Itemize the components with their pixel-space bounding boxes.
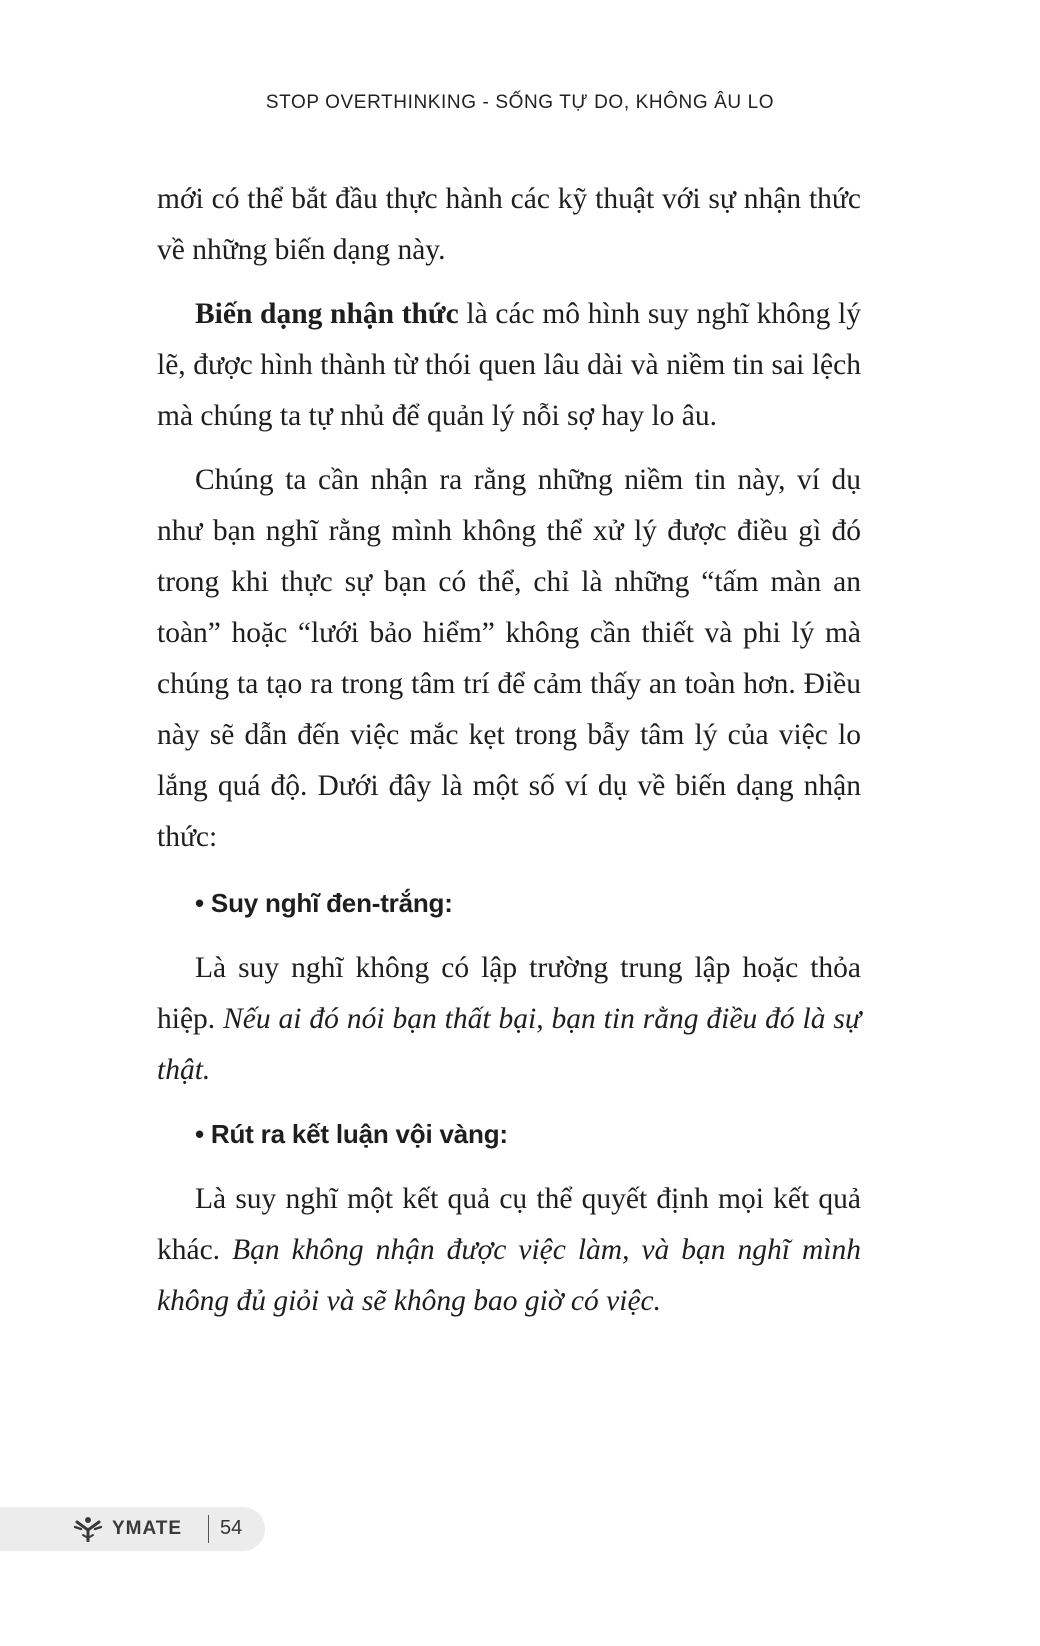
subheading-black-white-thinking: • Suy nghĩ đen-trắng: — [195, 888, 453, 918]
footer-pill — [0, 1507, 265, 1551]
paragraph-explanation: Chúng ta cần nhận ra rằng những niềm tin này, ví dụ như bạn nghĩ rằng mình không thể xử lý được điều gì đó trong khi thực sự bạn có thể, chỉ là những “tấm màn an toàn” hoặc “lưới bảo hiểm” không cần thiết và phi lý mà chúng ta tạo ra trong tâm trí để cảm thấy an toàn hơn. Điều này sẽ dẫn đến việc mắc kẹt trong bẫy tâm lý của việc lo lắng quá độ. Dưới đây là một số ví dụ về biến dạng nhận thức: — [157, 464, 861, 853]
jumping-conclusions-example: Bạn không nhận được việc làm, và bạn nghĩ mình không đủ giỏi và sẽ không bao giờ có việc. — [157, 1234, 861, 1317]
paragraph-black-white — [157, 943, 861, 1096]
page-body — [157, 174, 861, 1340]
paragraph-definition — [157, 289, 861, 442]
term-bold: Biến dạng nhận thức — [195, 298, 459, 330]
brand-name: YMATE — [112, 1518, 183, 1539]
footer-divider — [208, 1515, 209, 1543]
subheading-jumping-to-conclusions: • Rút ra kết luận vội vàng: — [195, 1119, 508, 1149]
running-header: STOP OVERTHINKING - SỐNG TỰ DO, KHÔNG ÂU LO — [265, 92, 775, 113]
jumping-conclusions-description: Là suy nghĩ một kết quả cụ thể quyết định mọi kết quả khác. — [157, 1183, 861, 1266]
black-white-description: Là suy nghĩ không có lập trường trung lập hoặc thỏa hiệp. — [157, 952, 861, 1035]
page-number: 54 — [220, 1517, 243, 1539]
ymate-logo-icon — [74, 1516, 102, 1542]
paragraph-jumping-conclusions — [157, 1174, 861, 1327]
definition-text: là các mô hình suy nghĩ không lý lẽ, được hình thành từ thói quen lâu dài và niềm tin sai lệch mà chúng ta tự nhủ để quản lý nỗi sợ hay lo âu. — [157, 298, 861, 432]
black-white-example: Nếu ai đó nói bạn thất bại, bạn tin rằng điều đó là sự thật. — [157, 1003, 861, 1086]
paragraph-continuation: mới có thể bắt đầu thực hành các kỹ thuật với sự nhận thức về những biến dạng này. — [157, 183, 861, 266]
